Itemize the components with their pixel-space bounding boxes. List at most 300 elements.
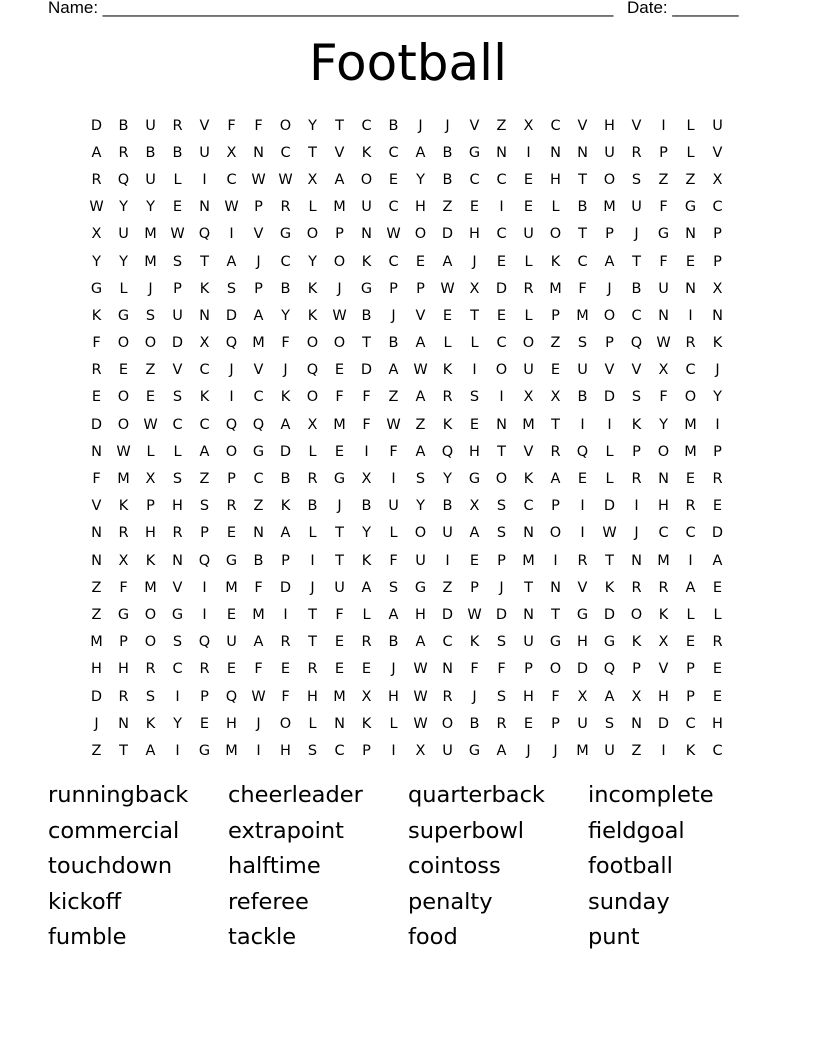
grid-letter: G <box>576 606 589 623</box>
grid-letter: V <box>712 144 723 161</box>
grid-letter: T <box>578 171 587 188</box>
grid-letter: R <box>280 634 291 651</box>
grid-letter: A <box>388 606 399 623</box>
grid-letter: S <box>145 307 156 324</box>
grid-letter: P <box>605 335 614 352</box>
grid-letter: H <box>172 498 183 515</box>
grid-letter: U <box>658 280 669 297</box>
grid-letter: G <box>198 742 211 759</box>
grid-letter: R <box>118 688 129 705</box>
grid-letter: S <box>496 634 507 651</box>
grid-letter: I <box>661 742 666 759</box>
grid-letter: W <box>386 226 401 243</box>
grid-letter: N <box>712 307 723 324</box>
grid-letter: C <box>469 171 480 188</box>
grid-letter: A <box>550 471 561 488</box>
grid-letter: E <box>469 416 480 433</box>
grid-letter: V <box>253 362 264 379</box>
grid-letter: R <box>280 199 291 216</box>
grid-letter: Q <box>117 171 130 188</box>
grid-letter: U <box>145 117 156 134</box>
grid-letter: R <box>199 661 210 678</box>
grid-letter: H <box>388 688 399 705</box>
grid-letter: K <box>280 498 291 515</box>
grid-letter: X <box>415 742 426 759</box>
grid-letter: P <box>200 688 209 705</box>
grid-letter: U <box>199 144 210 161</box>
grid-letter: P <box>416 280 425 297</box>
grid-letter: V <box>577 117 588 134</box>
grid-letter: K <box>523 471 534 488</box>
grid-letter: Z <box>253 498 264 515</box>
grid-letter: R <box>685 498 696 515</box>
grid-letter: M <box>333 688 346 705</box>
grid-letter: K <box>307 280 318 297</box>
grid-letter: G <box>279 226 292 243</box>
grid-letter: P <box>335 226 344 243</box>
grid-letter: A <box>415 634 426 651</box>
grid-letter: S <box>307 742 318 759</box>
grid-letter: F <box>281 688 290 705</box>
grid-letter: D <box>279 579 292 596</box>
grid-letter: R <box>91 362 102 379</box>
grid-letter: I <box>391 471 396 488</box>
grid-letter: E <box>145 389 156 406</box>
grid-letter: A <box>226 253 237 270</box>
grid-letter: V <box>91 498 102 515</box>
grid-letter: Y <box>119 253 128 270</box>
grid-letter: T <box>551 416 560 433</box>
grid-letter: N <box>523 606 534 623</box>
grid-letter: T <box>497 443 506 460</box>
grid-letter: S <box>172 389 183 406</box>
grid-letter: L <box>173 171 182 188</box>
grid-letter: E <box>496 307 507 324</box>
grid-letter: J <box>607 280 612 297</box>
grid-letter: C <box>172 661 183 678</box>
grid-letter: N <box>658 471 669 488</box>
word-bank-item: cointoss <box>408 853 501 879</box>
grid-letter: G <box>603 634 616 651</box>
grid-letter: U <box>577 715 588 732</box>
grid-letter: X <box>631 688 642 705</box>
grid-letter: U <box>388 498 399 515</box>
grid-letter: L <box>308 715 317 732</box>
grid-letter: T <box>308 634 317 651</box>
grid-letter: J <box>553 742 558 759</box>
grid-letter: I <box>526 144 531 161</box>
grid-letter: U <box>226 634 237 651</box>
grid-letter: Z <box>91 606 102 623</box>
grid-letter: A <box>415 443 426 460</box>
grid-letter: R <box>577 552 588 569</box>
grid-letter: W <box>143 416 158 433</box>
grid-letter: D <box>603 498 616 515</box>
grid-letter: B <box>361 307 372 324</box>
grid-letter: E <box>496 253 507 270</box>
grid-letter: D <box>90 416 103 433</box>
grid-letter: R <box>307 661 318 678</box>
grid-letter: F <box>281 335 290 352</box>
grid-letter: M <box>522 552 535 569</box>
grid-letter: S <box>172 471 183 488</box>
grid-letter: S <box>469 389 480 406</box>
grid-letter: C <box>496 171 507 188</box>
grid-letter: F <box>335 389 344 406</box>
grid-letter: R <box>712 634 723 651</box>
grid-letter: I <box>661 117 666 134</box>
grid-letter: R <box>658 579 669 596</box>
grid-letter: I <box>175 742 180 759</box>
grid-letter: G <box>252 443 265 460</box>
grid-letter: K <box>361 552 372 569</box>
grid-letter: J <box>283 362 288 379</box>
grid-letter: D <box>495 606 508 623</box>
grid-letter: B <box>145 144 156 161</box>
grid-letter: D <box>603 606 616 623</box>
grid-letter: X <box>361 471 372 488</box>
grid-letter: M <box>144 253 157 270</box>
grid-letter: X <box>361 688 372 705</box>
grid-letter: K <box>469 634 480 651</box>
grid-letter: K <box>307 307 318 324</box>
grid-letter: A <box>415 335 426 352</box>
grid-letter: P <box>362 742 371 759</box>
grid-letter: C <box>388 253 399 270</box>
grid-letter: D <box>441 226 454 243</box>
grid-letter: K <box>199 389 210 406</box>
grid-letter: H <box>469 443 480 460</box>
grid-letter: M <box>603 199 616 216</box>
grid-letter: M <box>333 199 346 216</box>
grid-letter: J <box>472 688 477 705</box>
grid-letter: O <box>144 606 157 623</box>
grid-letter: E <box>469 199 480 216</box>
grid-letter: T <box>335 117 344 134</box>
grid-letter: I <box>580 525 585 542</box>
grid-letter: B <box>361 498 372 515</box>
grid-letter: W <box>440 280 455 297</box>
grid-letter: P <box>605 226 614 243</box>
grid-letter: N <box>631 715 642 732</box>
grid-letter: P <box>632 661 641 678</box>
grid-letter: D <box>225 307 238 324</box>
grid-letter: T <box>119 742 128 759</box>
grid-letter: F <box>389 552 398 569</box>
grid-letter: F <box>551 688 560 705</box>
grid-letter: M <box>252 335 265 352</box>
grid-letter: R <box>442 389 453 406</box>
grid-letter: E <box>415 253 426 270</box>
grid-letter: P <box>254 280 263 297</box>
grid-letter: S <box>496 498 507 515</box>
grid-letter: C <box>712 199 723 216</box>
grid-row <box>83 601 733 628</box>
grid-letter: I <box>607 416 612 433</box>
grid-letter: P <box>227 471 236 488</box>
grid-letter: T <box>308 606 317 623</box>
grid-letter: I <box>202 579 207 596</box>
grid-row <box>83 139 733 166</box>
grid-row <box>83 357 733 384</box>
grid-letter: R <box>307 471 318 488</box>
grid-letter: H <box>577 634 588 651</box>
grid-letter: I <box>553 552 558 569</box>
grid-letter: F <box>389 443 398 460</box>
grid-letter: B <box>631 280 642 297</box>
grid-letter: B <box>442 171 453 188</box>
grid-letter: B <box>307 498 318 515</box>
grid-letter: X <box>307 416 318 433</box>
grid-letter: S <box>145 688 156 705</box>
grid-letter: D <box>360 362 373 379</box>
grid-letter: R <box>631 579 642 596</box>
grid-letter: S <box>496 688 507 705</box>
grid-letter: G <box>117 606 130 623</box>
grid-letter: H <box>523 688 534 705</box>
grid-letter: E <box>334 443 345 460</box>
grid-row <box>83 629 733 656</box>
grid-letter: I <box>229 389 234 406</box>
grid-letter: S <box>604 715 615 732</box>
grid-letter: K <box>442 416 453 433</box>
grid-letter: E <box>226 525 237 542</box>
grid-letter: P <box>119 634 128 651</box>
grid-letter: V <box>658 661 669 678</box>
grid-letter: V <box>172 579 183 596</box>
grid-letter: A <box>604 688 615 705</box>
grid-letter: V <box>469 117 480 134</box>
grid-letter: B <box>172 144 183 161</box>
grid-letter: I <box>580 416 585 433</box>
grid-letter: L <box>362 606 371 623</box>
grid-letter: W <box>413 661 428 678</box>
grid-letter: L <box>173 443 182 460</box>
grid-letter: M <box>333 416 346 433</box>
grid-letter: P <box>713 253 722 270</box>
word-search-grid <box>83 112 733 765</box>
grid-letter: E <box>226 606 237 623</box>
grid-letter: E <box>685 634 696 651</box>
grid-letter: O <box>306 335 319 352</box>
grid-letter: G <box>468 471 481 488</box>
grid-letter: E <box>712 579 723 596</box>
grid-letter: E <box>334 661 345 678</box>
grid-letter: L <box>470 335 479 352</box>
grid-letter: E <box>361 661 372 678</box>
grid-letter: N <box>253 525 264 542</box>
grid-letter: O <box>657 443 670 460</box>
grid-letter: C <box>172 416 183 433</box>
grid-letter: A <box>442 253 453 270</box>
grid-letter: K <box>91 307 102 324</box>
grid-letter: C <box>685 362 696 379</box>
grid-letter: I <box>175 688 180 705</box>
grid-letter: I <box>634 498 639 515</box>
grid-letter: E <box>523 171 534 188</box>
grid-letter: L <box>686 117 695 134</box>
grid-letter: G <box>468 144 481 161</box>
grid-letter: Z <box>91 742 102 759</box>
grid-letter: C <box>658 525 669 542</box>
grid-letter: Y <box>416 171 425 188</box>
grid-letter: L <box>686 606 695 623</box>
grid-letter: E <box>577 471 588 488</box>
grid-letter: N <box>577 144 588 161</box>
grid-letter: N <box>631 552 642 569</box>
grid-letter: U <box>523 634 534 651</box>
grid-letter: M <box>657 552 670 569</box>
grid-letter: N <box>172 552 183 569</box>
grid-row <box>83 166 733 193</box>
grid-letter: B <box>388 117 399 134</box>
grid-letter: P <box>389 280 398 297</box>
grid-letter: W <box>413 362 428 379</box>
grid-letter: T <box>200 253 209 270</box>
grid-letter: U <box>172 307 183 324</box>
grid-letter: M <box>684 443 697 460</box>
grid-letter: N <box>550 579 561 596</box>
grid-letter: F <box>92 471 101 488</box>
grid-letter: F <box>335 606 344 623</box>
grid-letter: J <box>391 307 396 324</box>
grid-letter: P <box>659 144 668 161</box>
grid-letter: S <box>496 525 507 542</box>
grid-letter: W <box>170 226 185 243</box>
grid-letter: E <box>469 552 480 569</box>
grid-letter: J <box>391 661 396 678</box>
grid-letter: L <box>308 525 317 542</box>
grid-letter: W <box>656 335 671 352</box>
grid-letter: N <box>496 144 507 161</box>
grid-letter: A <box>604 253 615 270</box>
grid-letter: W <box>278 171 293 188</box>
grid-letter: R <box>523 280 534 297</box>
grid-row <box>83 302 733 329</box>
grid-letter: P <box>551 715 560 732</box>
grid-letter: I <box>472 362 477 379</box>
grid-letter: J <box>499 579 504 596</box>
grid-letter: T <box>578 226 587 243</box>
grid-letter: F <box>92 335 101 352</box>
grid-letter: E <box>712 498 723 515</box>
grid-letter: L <box>146 443 155 460</box>
grid-letter: H <box>658 688 669 705</box>
grid-letter: O <box>603 307 616 324</box>
grid-letter: U <box>523 362 534 379</box>
grid-letter: P <box>146 498 155 515</box>
grid-letter: G <box>414 579 427 596</box>
word-bank-item: kickoff <box>48 888 122 915</box>
grid-letter: Y <box>416 498 425 515</box>
grid-letter: V <box>199 117 210 134</box>
grid-letter: N <box>199 307 210 324</box>
grid-letter: D <box>603 389 616 406</box>
grid-letter: G <box>333 471 346 488</box>
grid-letter: G <box>657 226 670 243</box>
grid-letter: V <box>523 443 534 460</box>
grid-letter: Y <box>173 715 182 732</box>
grid-letter: A <box>415 389 426 406</box>
grid-letter: A <box>280 525 291 542</box>
grid-letter: P <box>524 661 533 678</box>
grid-row <box>83 574 733 601</box>
word-bank-item: fumble <box>48 924 127 950</box>
grid-letter: F <box>362 416 371 433</box>
grid-letter: R <box>91 171 102 188</box>
grid-letter: J <box>94 715 99 732</box>
grid-letter: R <box>226 498 237 515</box>
grid-letter: O <box>144 634 157 651</box>
grid-letter: J <box>310 579 315 596</box>
grid-row <box>83 112 733 139</box>
grid-letter: V <box>334 144 345 161</box>
grid-letter: T <box>551 606 560 623</box>
grid-letter: K <box>658 606 669 623</box>
date-field-line: Date: _______ <box>627 0 739 17</box>
grid-letter: H <box>469 226 480 243</box>
grid-letter: A <box>415 144 426 161</box>
grid-letter: X <box>712 171 723 188</box>
grid-letter: P <box>551 307 560 324</box>
grid-letter: S <box>199 498 210 515</box>
grid-letter: D <box>279 443 292 460</box>
grid-row <box>83 493 733 520</box>
grid-letter: W <box>602 525 617 542</box>
grid-letter: W <box>467 606 482 623</box>
grid-letter: R <box>550 443 561 460</box>
grid-letter: Z <box>496 117 507 134</box>
grid-letter: E <box>226 661 237 678</box>
grid-letter: C <box>280 144 291 161</box>
grid-letter: N <box>91 525 102 542</box>
grid-letter: K <box>604 579 615 596</box>
grid-letter: Y <box>443 471 452 488</box>
grid-row <box>83 221 733 248</box>
grid-letter: Q <box>225 335 238 352</box>
grid-letter: I <box>688 307 693 324</box>
grid-letter: Q <box>198 634 211 651</box>
grid-letter: T <box>632 253 641 270</box>
grid-letter: J <box>229 362 234 379</box>
grid-letter: U <box>523 226 534 243</box>
grid-letter: U <box>415 552 426 569</box>
grid-letter: A <box>496 742 507 759</box>
grid-letter: M <box>144 226 157 243</box>
grid-letter: R <box>442 688 453 705</box>
grid-letter: I <box>499 389 504 406</box>
grid-letter: S <box>415 471 426 488</box>
grid-letter: O <box>414 525 427 542</box>
grid-letter: W <box>224 199 239 216</box>
grid-letter: V <box>604 362 615 379</box>
grid-letter: P <box>254 199 263 216</box>
grid-letter: B <box>118 117 129 134</box>
grid-letter: X <box>550 389 561 406</box>
grid-letter: Y <box>713 389 722 406</box>
grid-letter: O <box>279 715 292 732</box>
grid-letter: H <box>226 715 237 732</box>
grid-letter: S <box>577 335 588 352</box>
grid-letter: N <box>658 307 669 324</box>
grid-row <box>83 737 733 764</box>
grid-letter: G <box>549 634 562 651</box>
grid-letter: A <box>253 634 264 651</box>
grid-letter: P <box>632 443 641 460</box>
grid-letter: M <box>117 471 130 488</box>
grid-letter: G <box>360 280 373 297</box>
grid-letter: Z <box>91 579 102 596</box>
